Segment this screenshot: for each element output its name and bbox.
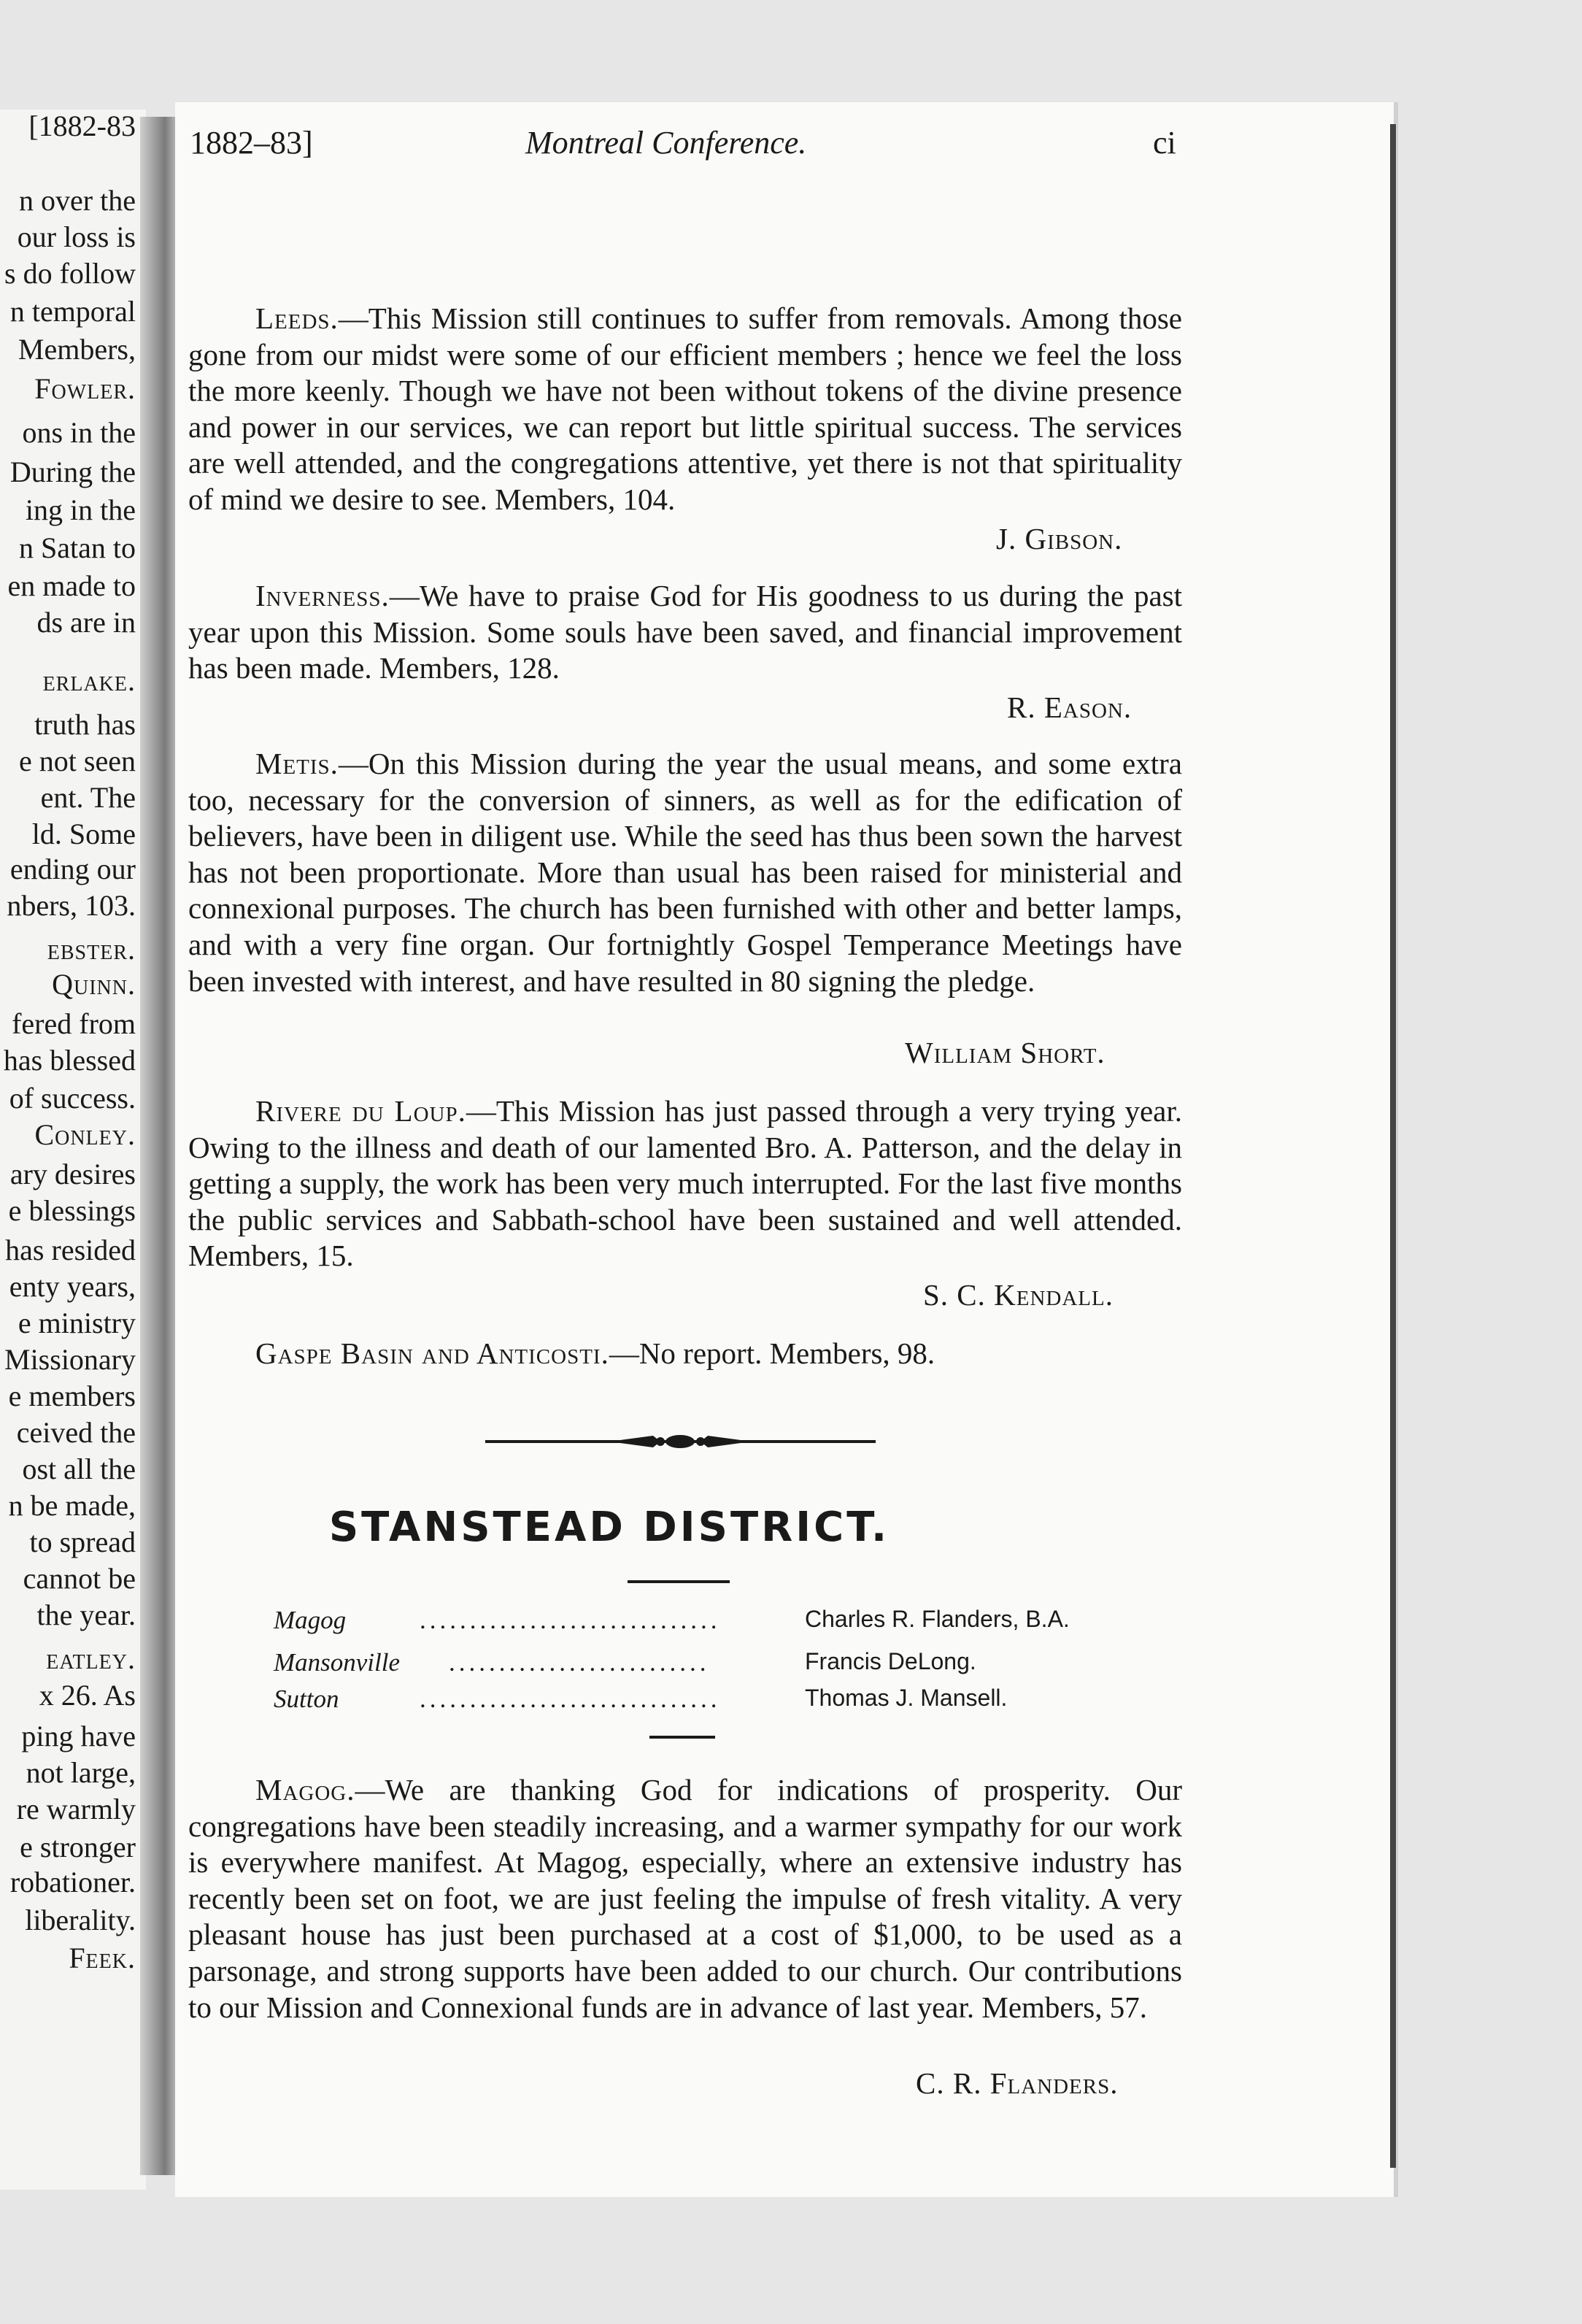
report-signature: J. Gibson. <box>996 522 1123 555</box>
left-page-text-line: e blessings <box>8 1194 136 1227</box>
station-minister: Thomas J. Mansell. <box>800 1685 1007 1712</box>
left-page-text-line: has blessed <box>3 1044 136 1077</box>
left-page-text-line: has resided <box>5 1234 136 1266</box>
left-page-text-line: ds are in <box>36 606 136 639</box>
left-page-text-line: n be made, <box>8 1489 136 1522</box>
left-page-text-line: liberality. <box>25 1904 136 1936</box>
left-page-signature: Conley. <box>34 1118 136 1151</box>
left-page-text-line: e stronger <box>20 1831 136 1863</box>
left-page-text-line: Members, <box>18 333 136 366</box>
left-page-text-line: n Satan to <box>19 531 136 564</box>
report-heading: Inverness. <box>255 579 390 612</box>
station-circuit: Sutton <box>274 1685 339 1713</box>
report-heading: Magog. <box>255 1773 355 1807</box>
report-signature: R. Eason. <box>1007 690 1133 724</box>
left-page-text-line: [1882-83 <box>28 109 136 142</box>
station-circuit: Magog <box>274 1606 347 1634</box>
report-body: —No report. Members, 98. <box>609 1336 935 1370</box>
left-page-signature: ebster. <box>47 933 136 966</box>
left-page-signature: erlake. <box>42 664 136 697</box>
left-page-text-line: to spread <box>29 1525 136 1558</box>
left-page-text-line: ons in the <box>22 416 136 449</box>
left-page-text-line: enty years, <box>9 1270 136 1303</box>
report-heading: Leeds. <box>255 301 339 335</box>
station-row <box>274 1685 1120 1720</box>
report-body: —This Mission has just passed through a very trying year. Owing to the illness and death of our lamented Bro. A. Patterson, and the delay in getting a supply, the work has been very much interrupted. For the last five months the public services and Sabbath-school have been sustained and well attended. Members, 15. <box>188 1094 1182 1273</box>
left-page-text-line: of success. <box>9 1082 136 1115</box>
report-signature: William Short. <box>905 1036 1106 1069</box>
report-heading: Gaspe Basin and Anticosti. <box>255 1336 609 1370</box>
page-number: ci <box>1153 125 1176 161</box>
left-page-text-line: n temporal <box>9 295 136 328</box>
left-page-text-line: ending our <box>9 853 136 885</box>
left-page-text-line: ost all the <box>22 1452 136 1485</box>
leader-dots: .............................. <box>420 1606 721 1634</box>
page-edge <box>1390 124 1396 2168</box>
left-page-text-line: ceived the <box>16 1416 136 1449</box>
left-page-text-line: nbers, 103. <box>7 889 136 922</box>
ornamental-rule <box>485 1427 876 1456</box>
station-minister: Francis DeLong. <box>800 1648 976 1675</box>
report-heading: Metis. <box>255 747 339 780</box>
station-circuit: Mansonville <box>274 1648 401 1677</box>
left-page-text-line: e members <box>8 1380 136 1412</box>
left-page-text-line: n over the <box>19 184 136 217</box>
left-page-text-line: ld. Some <box>31 817 136 850</box>
report-riviere-du-loup <box>188 1093 1182 1274</box>
left-page-text-line: not large, <box>26 1756 136 1789</box>
left-page-text-line: cannot be <box>23 1562 136 1595</box>
running-header-title: Montreal Conference. <box>525 125 807 161</box>
left-page-text-line: During the <box>9 455 136 488</box>
left-page-text-line: x 26. As <box>39 1679 136 1712</box>
report-heading: Rivere du Loup. <box>255 1094 466 1128</box>
short-rule <box>649 1736 715 1739</box>
left-page-text-line: Missionary <box>4 1343 136 1376</box>
report-signature: S. C. Kendall. <box>923 1278 1114 1312</box>
report-metis <box>188 746 1182 999</box>
report-body: —On this Mission during the year the usual means, and some extra too, necessary for the conversion of sinners, as well as for the edification of believers, have been in diligent use. While the seed has thus been sown the harvest has not been proportionate. More than usual has been raised for ministerial and connexional purposes. The church has been furnished with other and better lamps, and with a very fine organ. Our fortnightly Gospel Temperance Meetings have been invested with interest, and have resulted in 80 signing the pledge. <box>188 747 1182 998</box>
leader-dots: .............................. <box>420 1685 721 1713</box>
left-page-text-line: the year. <box>36 1598 136 1631</box>
report-magog <box>188 1772 1182 2025</box>
left-page-text-line: ent. The <box>40 781 136 814</box>
left-page-text-line: ping have <box>21 1720 136 1752</box>
leader-dots: .......................... <box>449 1648 710 1677</box>
left-page-text-line: re warmly <box>16 1793 136 1825</box>
short-rule <box>628 1580 730 1583</box>
left-page-text-line: ing in the <box>25 493 136 526</box>
left-page-text-line: our loss is <box>17 220 136 253</box>
left-page-signature: Fowler. <box>34 372 136 405</box>
report-body: —We have to praise God for His goodness to us during the past year upon this Mission. Some souls have been saved, and financial improvement has been made. Members, 128. <box>188 579 1182 685</box>
left-page-text-line: truth has <box>34 708 136 741</box>
report-inverness <box>188 578 1182 687</box>
left-page-text-line: e ministry <box>18 1307 136 1339</box>
running-header-year: 1882–83] <box>190 125 313 161</box>
report-body: —This Mission still continues to suffer from removals. Among those gone from our midst were some of our efficient members ; hence we feel the loss the more keenly. Though we have not been without tokens of the divine presence and power in our services, we can report but little spiritual success. The services are well attended, and the congregations attentive, yet there is not that spirituality of mind we desire to see. Members, 104. <box>188 301 1182 516</box>
left-page-text-line: ary desires <box>9 1158 136 1190</box>
station-minister: Charles R. Flanders, B.A. <box>800 1606 1070 1633</box>
left-page-text-line: en made to <box>7 569 136 602</box>
left-page-signature: Quinn. <box>52 968 136 1001</box>
left-page-text-line: e not seen <box>19 744 136 777</box>
district-title: STANSTEAD DISTRICT. <box>328 1504 890 1551</box>
station-row <box>274 1648 1120 1683</box>
left-page-text-line: robationer. <box>9 1866 136 1898</box>
station-row <box>274 1606 1120 1641</box>
left-page-signature: Feek. <box>69 1942 136 1974</box>
report-body: —We are thanking God for indications of prosperity. Our congregations have been steadily increasing, and a warmer sympathy for our work is everywhere manifest. At Magog, especially, where an extensive industry has recently been set on foot, we are just feeling the impulse of fresh vitality. A very pleasant house has just been purchased at a cost of $1,000, to be used as a parsonage, and strong supports have been added to our church. Our contributions to our Mission and Connexional funds are in advance of last year. Members, 57. <box>188 1773 1182 2024</box>
left-page-fragment <box>0 109 146 2190</box>
report-signature: C. R. Flanders. <box>916 2066 1119 2100</box>
left-page-text-line: s do follow <box>4 257 136 290</box>
report-leeds <box>188 301 1182 518</box>
left-page-signature: eatley. <box>46 1642 136 1675</box>
report-gaspe <box>188 1336 1182 1372</box>
left-page-text-line: fered from <box>12 1007 136 1040</box>
